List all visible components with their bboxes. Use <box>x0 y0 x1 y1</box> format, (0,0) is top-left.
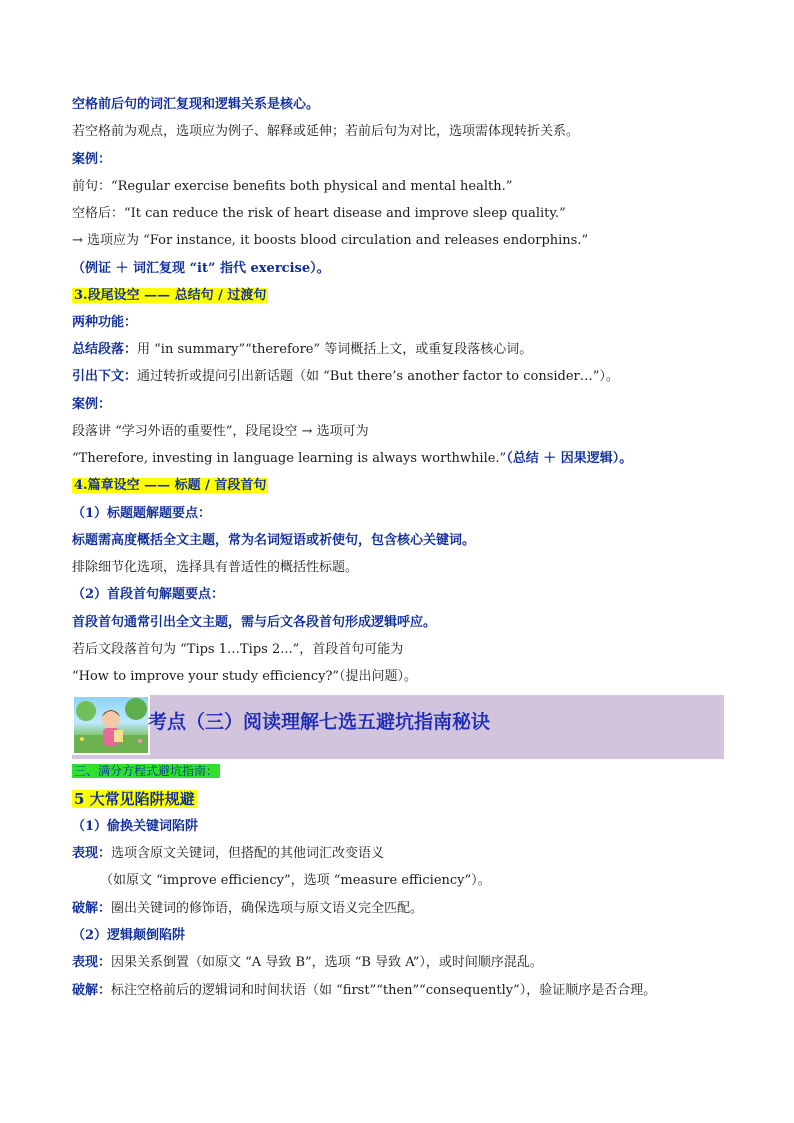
section-heading-3-text: 3.段尾设空 —— 总结句 / 过渡句 <box>74 288 267 303</box>
section-banner <box>72 695 724 759</box>
example-2-answer-text: “Therefore, investing in language learning is always worthwhile.” <box>72 451 507 466</box>
trap-2-symptom <box>72 954 734 972</box>
title-tips-detail: 排除细节化选项，选择具有普适性的概括性标题。 <box>72 560 359 575</box>
traps-heading <box>72 789 734 809</box>
banner-title: 考点（三）阅读理解七选五避坑指南秘诀 <box>148 711 491 733</box>
trap-1-example: （如原文 “improve efficiency”，选项 “measure efficiency”）。 <box>100 873 491 888</box>
trap-1-solution-text: 圈出关键词的修饰语，确保选项与原文语义完全匹配。 <box>111 901 424 916</box>
trap-1-solution-label: 破解： <box>72 901 112 916</box>
example-before-sentence: 前句：“Regular exercise benefits both physical and mental health.” <box>72 179 513 194</box>
first-sentence-example: 若后文段落首句为 “Tips 1…Tips 2...”，首段首句可能为 <box>72 642 404 657</box>
trap-1-symptom <box>72 845 734 863</box>
trap-2-heading: （2）逻辑颠倒陷阱 <box>72 928 186 943</box>
first-sentence-heading: （2）首段首句解题要点： <box>72 587 225 602</box>
example-2-answer <box>72 450 734 468</box>
functions-label: 两种功能： <box>72 315 138 330</box>
trap-2-symptom-text: 因果关系倒置（如原文 “A 导致 B”，选项 “B 导致 A”），或时间顺序混乱。 <box>111 955 543 970</box>
paragraph-text: 若空格前为观点，选项应为例子、解释或延伸；若前后句为对比，选项需体现转折关系。 <box>72 124 580 139</box>
core-point-text: 空格前后句的词汇复现和逻辑关系是核心。 <box>72 97 320 112</box>
example-answer: → 选项应为 “For instance, it boosts blood circulation and releases endorphins.” <box>72 233 589 248</box>
trap-2-solution-text: 标注空格前后的逻辑词和时间状语（如 “first”“then”“consequently”），验证顺序是否合理。 <box>111 983 657 998</box>
trap-1-symptom-text: 选项含原文关键词，但搭配的其他词汇改变语义 <box>111 846 385 861</box>
function-transition-text: 通过转折或提问引出新话题（如 “But there’s another factor to consider…”）。 <box>137 369 619 384</box>
subsection-heading <box>72 762 734 781</box>
student-illustration-art <box>74 697 148 753</box>
function-summary-text: 用 “in summary”“therefore” 等词概括上文，或重复段落核心词。 <box>137 342 533 357</box>
section-heading-4-text: 4.篇章设空 —— 标题 / 首段首句 <box>74 478 267 493</box>
trap-1-solution <box>72 900 734 918</box>
student-illustration <box>72 695 150 755</box>
trap-2-solution <box>72 982 734 1000</box>
trap-2-solution-label: 破解： <box>72 983 112 998</box>
function-transition-label: 引出下文： <box>72 369 138 384</box>
section-heading-4 <box>72 477 734 495</box>
example-after-sentence: 空格后：“It can reduce the risk of heart disease and improve sleep quality.” <box>72 206 566 221</box>
example-label-2: 案例： <box>72 397 112 412</box>
trap-1-symptom-label: 表现： <box>72 846 112 861</box>
example-2-answer-note: （总结 ＋ 因果逻辑）。 <box>506 451 633 466</box>
trap-1-heading: （1）偷换关键词陷阱 <box>72 819 199 834</box>
example-note: （例证 ＋ 词汇复现 “it” 指代 exercise）。 <box>72 261 330 276</box>
first-sentence-answer: “How to improve your study efficiency?”（提出问题）。 <box>72 669 418 684</box>
first-sentence-point: 首段首句通常引出全文主题，需与后文各段首句形成逻辑呼应。 <box>72 615 437 630</box>
example-2-question: 段落讲 “学习外语的重要性”，段尾设空 → 选项可为 <box>72 424 369 439</box>
title-tips-heading: （1）标题题解题要点： <box>72 506 212 521</box>
trap-2-symptom-label: 表现： <box>72 955 112 970</box>
function-summary <box>72 341 734 359</box>
traps-heading-text: 5 大常见陷阱规避 <box>74 790 195 808</box>
example-label: 案例： <box>72 152 112 167</box>
section-heading-3 <box>72 287 734 305</box>
title-tips-point: 标题需高度概括全文主题，常为名词短语或祈使句，包含核心关键词。 <box>72 533 476 548</box>
subsection-heading-text: 三、满分方程式避坑指南： <box>74 764 219 778</box>
function-summary-label: 总结段落： <box>72 342 138 357</box>
function-transition <box>72 368 734 386</box>
